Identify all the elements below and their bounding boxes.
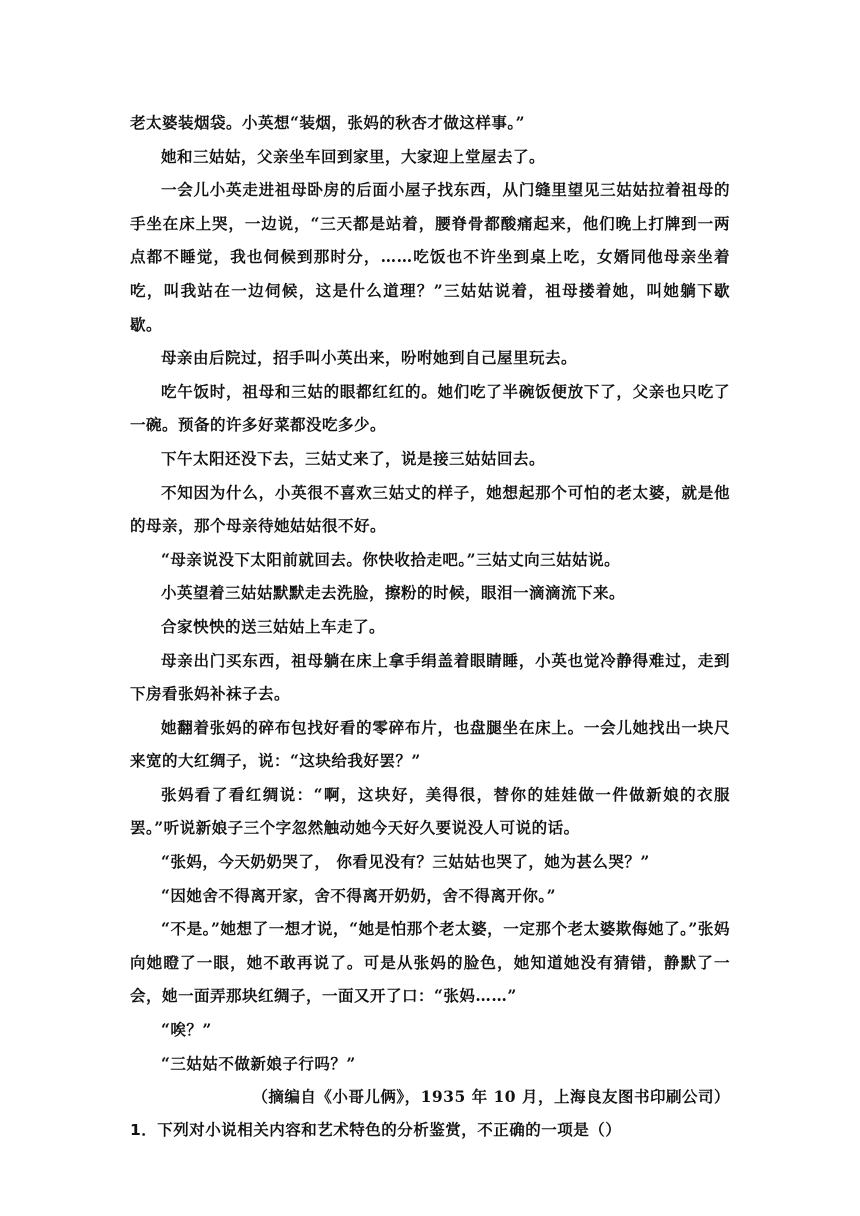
paragraph-7: 不知因为什么，小英很不喜欢三姑丈的样子，她想起那个可怕的老太婆，就是他的母亲，那个母亲待她姑姑很不好。	[130, 482, 730, 536]
paragraph-18: “三姑姑不做新娘子行吗？”	[161, 1053, 356, 1073]
document-body	[130, 106, 730, 1147]
paragraph-15: “因她舍不得离开家，舍不得离开奶奶，舍不得离开你。”	[161, 885, 557, 905]
paragraph-10: 合家怏怏的送三姑姑上车走了。	[161, 616, 386, 636]
question-1: 1．下列对小说相关内容和艺术特色的分析鉴赏，不正确的一项是（）	[130, 1120, 622, 1139]
paragraph-3: 一会儿小英走进祖母卧房的后面小屋子找东西，从门缝里望见三姑姑拉着祖母的手坐在床上哭，一边说，“三天都是站着，腰脊骨都酸痛起来，他们晚上打牌到一两点都不睡觉，我也伺候到那时分，……吃饭也不许坐到桌上吃，女婿同他母亲坐着吃，叫我站在一边伺候，这是什么道理？”三姑姑说着，祖母搂着她，叫她躺下歇歇。	[130, 180, 730, 334]
paragraph-5: 吃午饭时，祖母和三姑的眼都红红的。她们吃了半碗饭便放下了，父亲也只吃了一碗。预备的许多好菜都没吃多少。	[130, 381, 730, 435]
paragraph-6: 下午太阳还没下去，三姑丈来了，说是接三姑姑回去。	[161, 448, 546, 468]
paragraph-4: 母亲由后院过，招手叫小英出来，吩咐她到自己屋里玩去。	[161, 348, 578, 368]
paragraph-17: “唉？”	[161, 1020, 212, 1040]
paragraph-9: 小英望着三姑姑默默走去洗脸，擦粉的时候，眼泪一滴滴流下来。	[161, 583, 626, 603]
paragraph-2: 她和三姑姑，父亲坐车回到家里，大家迎上堂屋去了。	[161, 146, 546, 166]
paragraph-14: “张妈，今天奶奶哭了， 你看见没有？三姑姑也哭了，她为甚么哭？”	[161, 852, 650, 872]
paragraph-13: 张妈看了看红绸说：“啊，这块好，美得很，替你的娃娃做一件做新娘的衣服罢。”听说新娘子三个字忽然触动她今天好久要说没人可说的话。	[130, 784, 730, 838]
paragraph-8: “母亲说没下太阳前就回去。你快收拾走吧。”三姑丈向三姑姑说。	[161, 549, 621, 569]
paragraph-12: 她翻着张妈的碎布包找好看的零碎布片，也盘腿坐在床上。一会儿她找出一块尺来宽的大红绸子，说：“这块给我好罢？”	[130, 717, 730, 771]
paragraph-1: 老太婆装烟袋。小英想“装烟，张妈的秋杏才做这样事。”	[130, 113, 526, 132]
paragraph-11: 母亲出门买东西，祖母躺在床上拿手绢盖着眼睛睡，小英也觉冷静得难过，走到下房看张妈补袜子去。	[130, 650, 730, 704]
paragraph-16: “不是。”她想了一想才说，“她是怕那个老太婆，一定那个老太婆欺侮她了。”张妈向她瞪了一眼，她不敢再说了。可是从张妈的脸色，她知道她没有猜错，静默了一会，她一面弄那块红绸子，一面又开了口：“张妈……”	[130, 919, 730, 1006]
source-citation: （摘编自《小哥儿俩》，1935 年 10 月，上海良友图书印刷公司）	[252, 1087, 730, 1107]
